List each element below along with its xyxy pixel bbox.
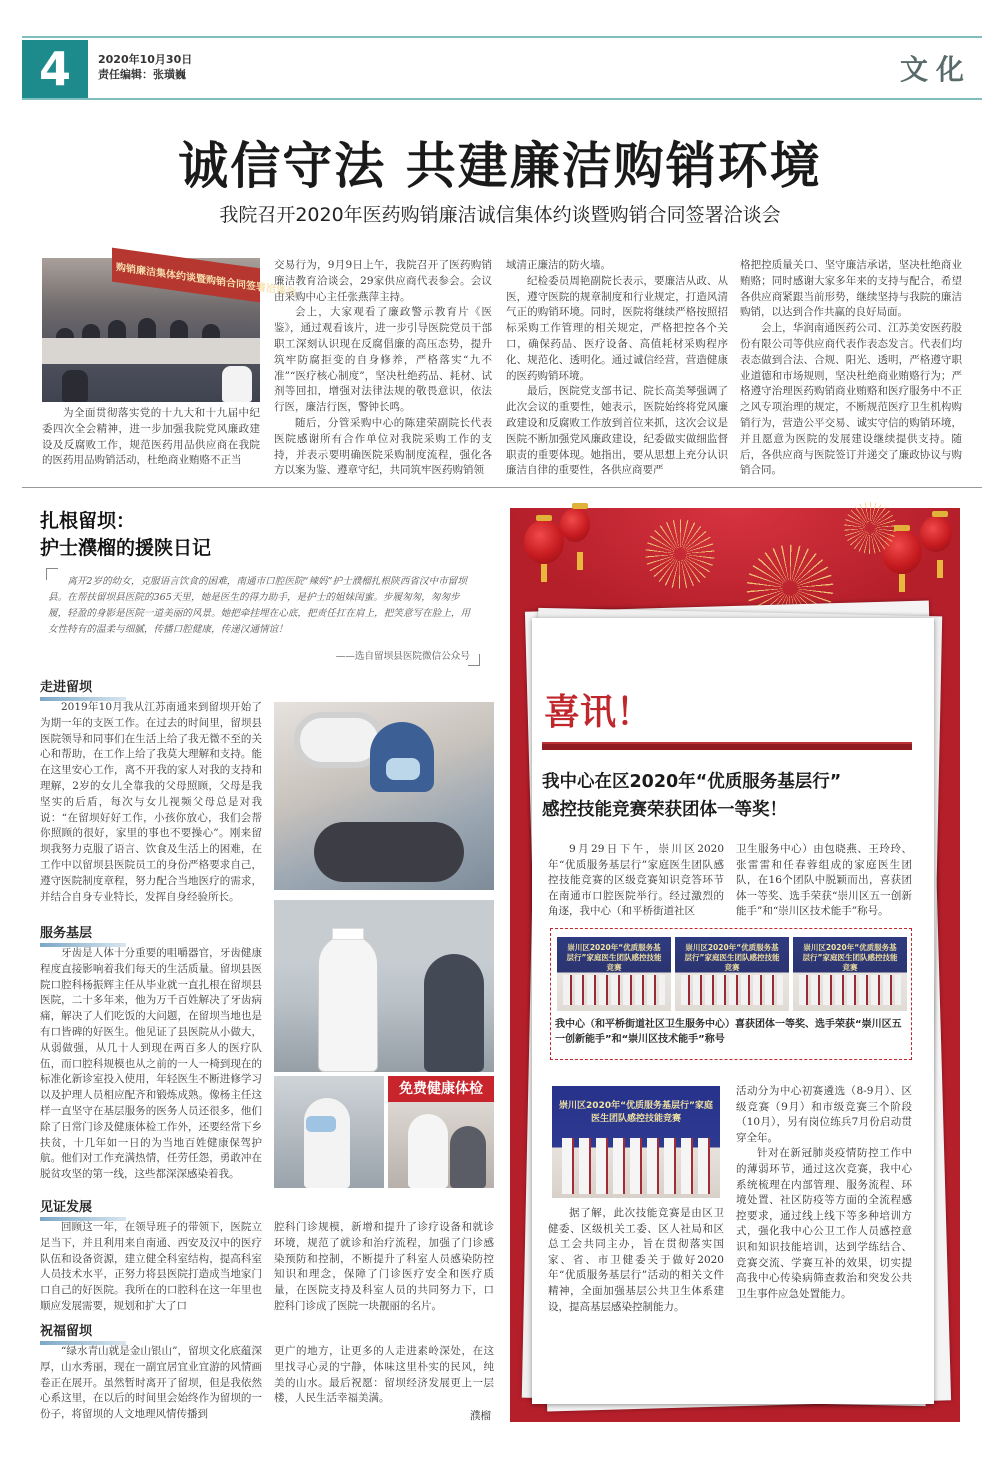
section-zhufu-text-b [274,1344,494,1407]
paragraph: 格把控质量关口、坚守廉洁承诺，坚决杜绝商业贿赂；同时感谢大家多年来的支持与配合，希望各供应商紧跟当前形势，继续坚持与我院的廉洁购销，以达到合作共赢的良好局面。 [740,259,962,319]
award-title [542,768,922,824]
nurse-portrait-photo [274,1076,384,1188]
award-group-photo [793,937,907,1011]
intro-source: ——选自留坝县医院微信公众号 [335,651,470,662]
stage-screen-text: 崇川区2020年“优质服务基层行”家庭医生团队感控技能竞赛 [566,943,662,972]
issue-date: 2020年10月30日 [98,53,193,66]
award-winners-row [562,1138,712,1194]
quote-bracket [468,654,480,666]
stage-screen-text: 崇川区2020年“优质服务基层行”家庭医生团队感控技能竞赛 [802,943,898,972]
award-winners-row [563,975,665,1005]
nurse-figure [370,722,434,792]
firework-icon [840,498,900,558]
story-title-line: 扎根留坝： [40,510,136,532]
building-wall [274,900,494,960]
subheading-text: 见证发展 [40,1200,93,1215]
good-news-label: 喜讯！ [544,692,653,733]
headline: 诚信守法 共建廉洁购销环境 [178,137,822,195]
section-jianzheng-text-a [40,1220,262,1315]
patient-figure [314,822,464,882]
top-article-col-2 [274,258,492,479]
issue-meta [98,52,192,82]
face-mask [386,758,420,780]
paragraph: 会上，大家观看了廉政警示教育片《医鉴》，通过观看该片，进一步引导医院党员干部职工深刻认识现在反腐倡廉的高压态势，提升筑牢防腐拒变的自身修养，严格落实“九不准”“医疗核心制度”，坚决杜绝药品、耗材、试剂等回扣，增强对法律法规的敬畏意识，依法行医，廉洁行医，警钟长鸣。 [274,306,492,414]
subheading-text: 服务基层 [40,926,93,941]
health-check-sign: 免费健康体检 [388,1076,494,1102]
award-winners-row [799,975,901,1005]
masthead-bottom-rule [22,98,982,100]
stage-screen-text: 崇川区2020年“优质服务基层行”家庭医生团队感控技能竞赛 [559,1101,713,1124]
lantern-icon [920,516,952,552]
paragraph: 会上，华润南通医药公司、江苏美安医药股份有限公司等供应商代表作表态发言。代表们均表态做到合法、合规、阳光、透明，严格遵守职业道德和市场规则，坚决杜绝商业贿赂行为；严格遵守治理医药购销商业贿赂和医疗服务中不正之风专项治理的规定，不断规范医疗卫生机构购销行为，营造公平交易、诚实守信的购销环境，并且愿意为医院的发展建设继续提供支持。随后，各供应商与医院签订并递交了廉政协议与购销合同。 [740,322,962,477]
section-name: 文化 [899,53,972,86]
meeting-photo [42,258,296,402]
award-title-line: 感控技能竞赛荣获团体一等奖！ [542,800,787,820]
good-news-bar [542,742,912,750]
section-divider [22,487,982,488]
paragraph: 更广的地方，让更多的人走进素岭深处，在这里找寻心灵的宁静，体味这里朴实的民风，纯美的山水。最后祝愿：留坝经济发展更上一层楼，人民生活幸福美满。 [274,1345,494,1405]
subheading-zoujin [40,676,126,701]
author-signature: 濮榴 [470,1410,491,1422]
meeting-table [42,338,260,364]
nurse-figure [408,1114,448,1188]
paragraph: 9月29日下午，崇川区2020年“优质服务基层行”家庭医生团队感控技能竞赛的区级竞赛知识竞答环节在南通市口腔医院举行。经过激烈的角逐，我中心（和平桥街道社区 [548,843,724,918]
poster-text-b [736,842,912,920]
paragraph: 针对在新冠肺炎疫情防控工作中的薄弱环节，通过这次竞赛，我中心系统梳理在内部管理、服务流程、环境处置、社区防疫等方面的全流程感控要求，通过线上线下等多种培训方式，强化我中心公卫工作人员感控意识和知识技能培训，达到学练结合、竞赛交流、学赛互补的效果，切实提高我中心传染病筛查救治和突发公共卫生事件应急处置能力。 [736,1147,912,1300]
paragraph: 纪检委员周艳副院长表示，要廉洁从政、从医，遵守医院的规章制度和行业规定，打造风清气正的购销环境。同时，医院将继续严格按照招标采购工作管理的相关规定，严格把控各个关口，确保药品、医疗设备、高值耗材采购程序化、规范化、透明化。通过诚信经营，营造健康的医药购销环境。 [506,274,728,382]
paragraph: 据了解，此次技能竞赛是由区卫健委、区级机关工委、区人社局和区总工会共同主办，旨在贯彻落实国家、省、市卫健委关于做好2020年“优质服务基层行”活动的相关文件精神，全面加强基层公共卫生体系建设，提高基层感染控制能力。 [548,1207,724,1313]
section-zhufu-text-a [40,1344,262,1423]
patient-figure [424,954,484,1072]
section-fuwu-text [40,946,262,1183]
lantern-icon [524,520,564,564]
section-zoujin-text [40,700,262,905]
paragraph: 2019年10月我从江苏南通来到留坝开始了为期一年的支医工作。在过去的时间里，留坝县医院领导和同事们在生活上给了我无微不至的关心和帮助，在工作上给了我莫大理解和支持。能在这里安心工作，离不开我的家人对我的支持和理解，2岁的女儿全靠我的父母照顾，父母是我坚实的后盾，每次与女儿视频父母总是对我说：“在留坝好好工作，小孩你放心，我们会帮你照顾的很好，家里的事也不要操心”。刚来留坝我努力克服了语言、饮食及生活上的困难，在工作中以留坝县医院员工的身份严格要求自己，遵守医院制度章程，努力配合当地医疗的需求，并结合自身专业特长，发挥自身经验所长。 [40,701,262,903]
subheading-fuwu [40,922,126,947]
attendee-figure [62,370,88,402]
award-photo-box [550,928,912,1060]
nurse-with-patient-photo [274,900,494,1072]
subheading-text: 祝福留坝 [40,1324,93,1339]
top-article-col-4 [740,258,962,479]
award-group-photo [557,937,671,1011]
face-mask [306,1116,336,1132]
paragraph: 牙齿是人体十分重要的咀嚼器官，牙齿健康程度直接影响着我们每天的生活质量。留坝县医院口腔科杨振辉主任从毕业就一直扎根在留坝县医院，二十多年来，他为万千百姓解决了牙齿病痛，解决了人们吃饭的大问题，在留坝当地也是有口皆碑的好医生。他见证了县医院从小做大，从弱做强，从几十人到现在两百多人的医疗队伍，而口腔科规模也从之前的一人一椅到现在的标准化新诊室投入使用，年轻医生不断进修学习以及护理人员相应配齐和锻炼成熟。像杨主任这样一直坚守在基层服务的医务人员还很多，他们除了日常门诊及健康体检工作外，还要经常下乡扶贫，十几年如一日的为当地百姓健康保驾护航。他们对工作充满热情，任劳任怨，勇敢冲在脱贫攻坚的第一线，这些都深深感染着我。 [40,947,262,1181]
poster-text-e [548,1206,724,1315]
firework-icon [640,514,720,594]
subheadline: 我院召开2020年医药购销廉洁诚信集体约谈暨购销合同签署洽谈会 [219,204,781,226]
award-group-photo [675,937,789,1011]
paragraph: “绿水青山就是金山银山”，留坝文化底蕴深厚，山水秀丽，现在一副宜居宜业宜游的风情画卷正在展开。虽然暂时离开了留坝，但是我依然心系这里，在以后的时间里会始终作为留坝的一份子，将留坝的人文地理风情传播到 [40,1345,262,1421]
top-article-col-1 [42,406,260,469]
masthead-top-rule [22,36,982,38]
nurse-figure [318,934,378,1072]
nurse-figure [304,1098,350,1188]
award-title-line: 我中心在区2020年“优质服务基层行” [542,772,842,792]
poster-text-a [548,842,724,920]
stage-screen-text: 崇川区2020年“优质服务基层行”家庭医生团队感控技能竞赛 [684,943,780,972]
paragraph: 随后，分管采购中心的陈建荣副院长代表医院感谢所有合作单位对我院采购工作的支持，并表示要明确医院采购制度流程，强化各方以案为鉴、遵章守纪，共同筑牢医药购销领 [274,416,492,477]
paragraph: 域清正廉洁的防火墙。 [506,259,611,271]
subheading-zhufu [40,1320,126,1345]
award-photo-caption: 我中心（和平桥街道社区卫生服务中心）喜获团体一等奖、选手荣获“崇川区五一创新能手”和“崇川区技术能手”称号 [555,1019,902,1045]
dental-treatment-photo [274,702,494,890]
paragraph: 活动分为中心初赛遴选（8-9月）、区级竞赛（9月）和市级竞赛三个阶段（10月），另有岗位练兵7月份启动贯穿全年。 [736,1085,912,1144]
top-article-col-3 [506,258,728,479]
lantern-icon [560,508,590,542]
villager-figure [450,1126,486,1188]
story-intro: 离开2岁的幼女，克服语言饮食的困难，南通市口腔医院“辣妈”护士濮榴扎根陕西省汉中市留坝县。在帮扶留坝县医院的365天里，她是医生的得力助手，是护士的姐妹闺蜜。步履匆匆，匆匆步履，轻盈的身影是医院一道美丽的风景。她把牵挂埋在心底，把责任扛在肩上，把笑意写在脸上，用女性特有的温柔与细腻，传播口腔健康，传递汉通情谊！ [48,576,471,635]
paragraph: 卫生服务中心）由包晓燕、王玲玲、张雷雷和任春蓉组成的家庭医生团队，在16个团队中脱颖而出，喜获团体一等奖、选手荣获“崇川区五一创新能手”和“崇川区技术能手”称号。 [736,843,912,918]
subheading-text: 走进留坝 [40,680,93,695]
page-number: 4 [22,40,88,98]
meeting-banner: 购销廉洁集体约谈暨购销合同签署洽谈会 [112,248,260,303]
poster-text-c [736,1084,912,1302]
health-check-photo [388,1076,494,1188]
attendee-figure [222,366,252,402]
story-title [40,508,211,562]
paragraph: 交易行为，9月9日上午，我院召开了医药购销廉洁教育洽谈会，29家供应商代表参会。会议由采购中心主任张燕萍主持。 [274,259,492,303]
section-jianzheng-text-b [274,1220,494,1315]
story-title-line: 护士濮榴的援陕日记 [40,537,212,559]
award-winners-row [681,975,783,1005]
nurse-cap [332,928,364,940]
paragraph: 回顾这一年，在领导班子的带领下，医院立足当下，并且利用来自南通、西安及汉中的医疗队伍和设备资源，建立健全科室结构，提高科室人员技术水平，正努力将县医院打造成当地家门口自己的好医院。我所在的口腔科在这一年里也顺应发展需要，规划和扩大了口 [40,1221,262,1312]
paragraph: 为全面贯彻落实党的十九大和十九届中纪委四次全会精神，进一步加强我院党风廉政建设及反腐败工作，规范医药用品供应商在我院的医药用品购销活动，杜绝商业贿赂不正当 [42,407,260,467]
competition-stage-photo [552,1086,720,1198]
award-photo-strip [557,937,907,1011]
subheading-jianzheng [40,1196,126,1221]
issue-editor: 责任编辑：张璜巍 [98,68,186,81]
paragraph: 最后，医院党支部书记、院长高美琴强调了此次会议的重要性，她表示，医院始终将党风廉政建设和反腐败工作放到首位来抓，这次会议是医院不断加强党风廉政建设，纪委做实做细监督职责的重要体现。她指出，要从思想上充分认识廉洁自律的重要性，各供应商要严 [506,385,728,477]
masthead [0,0,1000,110]
paragraph: 腔科门诊规模，新增和提升了诊疗设备和就诊环境，规范了就诊和治疗流程，加强了门诊感染预防和控制，不断提升了科室人员感染防控知识和理念，保障了门诊医疗安全和医疗质量，在医院支持及科室人员的共同努力下，口腔科门诊成了医院一块靓丽的名片。 [274,1221,494,1312]
